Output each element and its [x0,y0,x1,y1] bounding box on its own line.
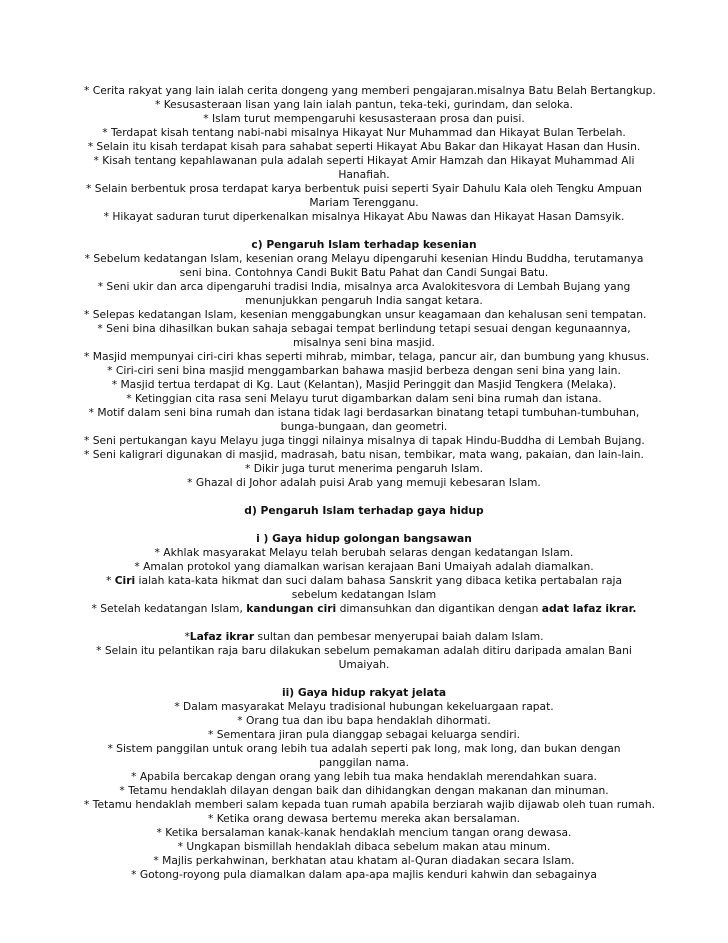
text-line: * Seni kaligrari digunakan di masjid, madrasah, batu nisan, tembikar, mata wang, pakaian, dan lain-lain. [84,448,644,461]
text-line: * Kesusasteraan lisan yang lain ialah pantun, teka-teki, gurindam, dan seloka. [154,98,574,111]
text-line: * Selain berbentuk prosa terdapat karya berbentuk puisi seperti Syair Dahulu Kala oleh Tengku Ampuan Mariam Terengganu. [86,182,642,209]
text-line: * Tetamu hendaklah memberi salam kepada tuan rumah apabila berziarah wajib dijawab oleh tuan rumah. [84,798,656,811]
document-page [84,84,656,882]
text-line: * Sementara jiran pula dianggap sebagai keluarga sendiri. [207,728,521,741]
text-line: * Ketinggian cita rasa seni Melayu turut digambarkan dalam seni bina rumah dan istana. [126,392,602,405]
text-line: * Masjid mempunyai ciri-ciri khas seperti mihrab, mimbar, telaga, pancur air, dan bumbung yang khusus. [84,350,650,363]
text-line-lafaz: *Lafaz ikrar sultan dan pembesar menyerupai baiah dalam Islam. [184,630,544,643]
text-line: * Masjid tertua terdapat di Kg. Laut (Kelantan), Masjid Peringgit dan Masjid Tengkera (Melaka). [111,378,617,391]
text-line: * Seni bina dihasilkan bukan sahaja sebagai tempat berlindung tetapi sesuai dengan kegunaannya, misalnya seni bina masjid. [97,322,631,349]
text-line: * Sebelum kedatangan Islam, kesenian orang Melayu dipengaruhi kesenian Hindu Buddha, terutamanya seni bina. Contohnya Candi Bukit Batu Pahat dan Candi Sungai Batu. [84,252,644,279]
bold-term-kandungan-ciri: kandungan ciri [246,602,337,615]
text-line: * Islam turut mempengaruhi kesusasteraan prosa dan puisi. [203,112,525,125]
text-line-kandungan: * Setelah kedatangan Islam, kandungan ciri dimansuhkan dan digantikan dengan adat lafaz ikrar. [91,602,637,615]
text-line: * Cerita rakyat yang lain ialah cerita dongeng yang memberi pengajaran.misalnya Batu Belah Bertangkup. [84,84,656,97]
bold-term-adat-lafaz-ikrar: adat lafaz ikrar. [541,602,637,615]
text-line: * Gotong-royong pula diamalkan dalam apa-apa majlis kenduri kahwin dan sebagainya [131,868,597,881]
text-line: * Ghazal di Johor adalah puisi Arab yang memuji kebesaran Islam. [187,476,541,489]
subsection-heading-bangsawan: i ) Gaya hidup golongan bangsawan [256,532,472,545]
text-line: * Orang tua dan ibu bapa hendaklah dihormati. [237,714,491,727]
subsection-heading-rakyat: ii) Gaya hidup rakyat jelata [281,686,447,699]
text-line: * Selepas kedatangan Islam, kesenian menggabungkan unsur keagamaan dan kehalusan seni tempatan. [84,308,647,321]
text-line: * Sistem panggilan untuk orang lebih tua adalah seperti pak long, mak long, dan bukan dengan panggilan nama. [107,742,621,769]
text-line: * Amalan protokol yang diamalkan warisan kerajaan Bani Umaiyah adalah diamalkan. [134,560,594,573]
text-line: * Selain itu kisah terdapat kisah para sahabat seperti Hikayat Abu Bakar dan Hikayat Hasan dan Husin. [87,140,641,153]
text-line: * Seni ukir dan arca dipengaruhi tradisi India, misalnya arca Avalokitesvora di Lembah Bujang yang menunjukkan pengaruh India sangat ketara. [97,280,631,307]
text-line: * Seni pertukangan kayu Melayu juga tinggi nilainya misalnya di tapak Hindu-Buddha di Lembah Bujang. [84,434,645,447]
section-heading-d: d) Pengaruh Islam terhadap gaya hidup [244,504,484,517]
text-line: * Akhlak masyarakat Melayu telah berubah selaras dengan kedatangan Islam. [154,546,574,559]
bold-term-lafaz-ikrar: Lafaz ikrar [189,630,255,643]
text-line: * Hikayat saduran turut diperkenalkan misalnya Hikayat Abu Nawas dan Hikayat Hasan Damsyik. [103,210,625,223]
text-line: * Dikir juga turut menerima pengaruh Islam. [245,462,483,475]
text-line: * Dalam masyarakat Melayu tradisional hubungan kekeluargaan rapat. [174,700,554,713]
text-line: * Apabila bercakap dengan orang yang lebih tua maka hendaklah merendahkan suara. [131,770,597,783]
section-heading-c: c) Pengaruh Islam terhadap kesenian [251,238,477,251]
text-line: * Ketika bersalaman kanak-kanak hendaklah mencium tangan orang dewasa. [156,826,572,839]
text-line: * Motif dalam seni bina rumah dan istana tidak lagi berdasarkan binatang tetapi tumbuhan-tumbuhan, bunga-bungaan, dan geometri. [88,406,640,433]
bold-term-ciri: Ciri [114,574,136,587]
text-line: * Majlis perkahwinan, berkhatan atau khatam al-Quran diadakan secara Islam. [153,854,575,867]
text-line: * Ketika orang dewasa bertemu mereka akan bersalaman. [207,812,521,825]
text-line: * Tetamu hendaklah dilayan dengan baik dan dihidangkan dengan makanan dan minuman. [119,784,609,797]
text-line-ciri: * Ciri ialah kata-kata hikmat dan suci dalam bahasa Sanskrit yang dibaca ketika pertabalan raja sebelum kedatangan Islam [105,574,623,601]
text-line: * Ungkapan bismillah hendaklah dibaca sebelum makan atau minum. [177,840,551,853]
text-line: * Ciri-ciri seni bina masjid menggambarkan bahawa masjid berbeza dengan seni bina yang lain. [107,364,621,377]
text-line: * Terdapat kisah tentang nabi-nabi misalnya Hikayat Nur Muhammad dan Hikayat Bulan Terbelah. [102,126,626,139]
text-line: * Selain itu pelantikan raja baru dilakukan sebelum pemakaman adalah ditiru daripada amalan Bani Umaiyah. [96,644,632,671]
text-line: * Kisah tentang kepahlawanan pula adalah seperti Hikayat Amir Hamzah dan Hikayat Muhammad Ali Hanafiah. [93,154,635,181]
